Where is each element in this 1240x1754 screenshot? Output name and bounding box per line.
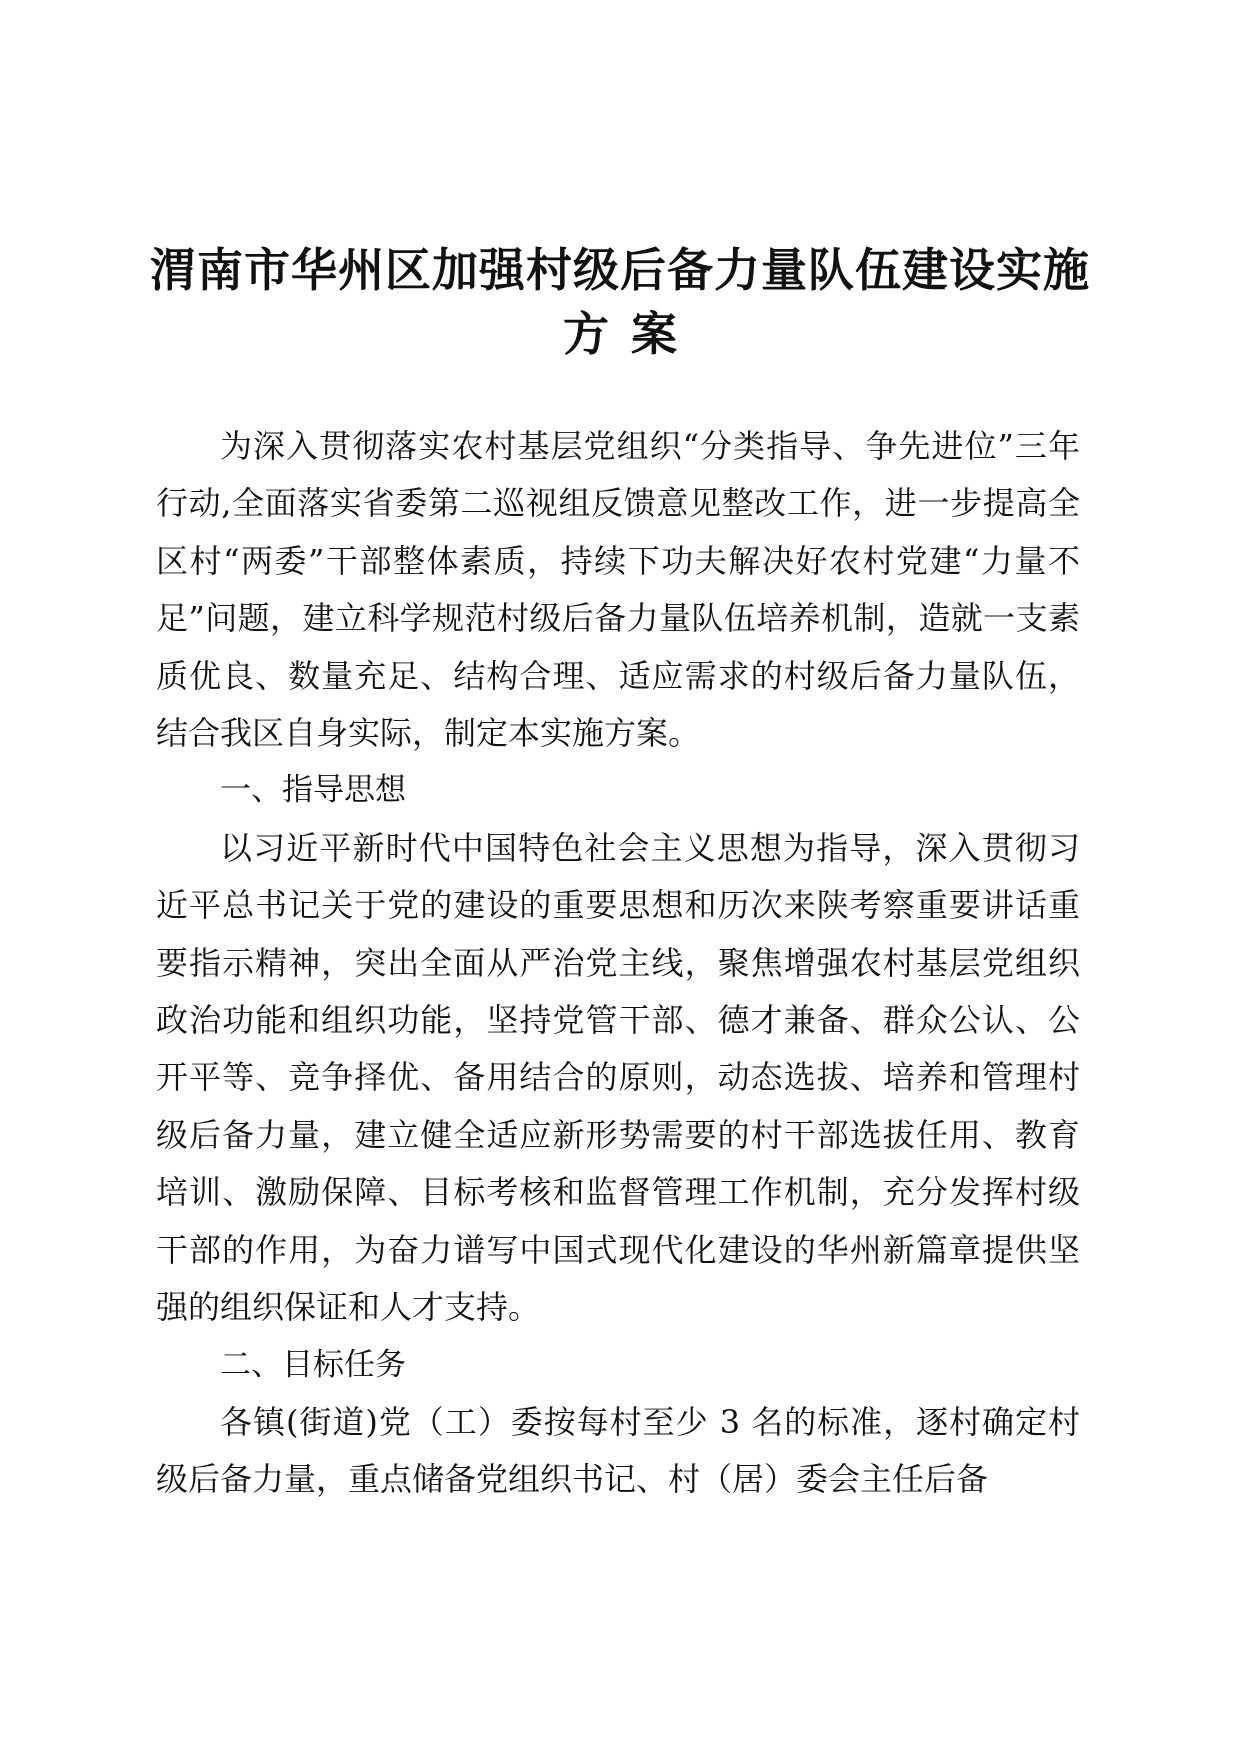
- objectives-paragraph: 各镇(街道)党（工）委按每村至少 3 名的标准，逐村确定村级后备力量，重点储备党组织书记、村（居）委会主任后备: [156, 1402, 1080, 1499]
- section-heading-objectives: 二、目标任务: [220, 1346, 406, 1383]
- document-body: [156, 418, 1080, 1509]
- section-heading-guiding-ideology: 一、指导思想: [220, 772, 406, 809]
- guiding-ideology-paragraph: 以习近平新时代中国特色社会主义思想为指导，深入贯彻习近平总书记关于党的建设的重要思想和历次来陕考察重要讲话重要指示精神，突出全面从严治党主线，聚焦增强农村基层党组织政治功能和组织功能，坚持党管干部、德才兼备、群众公认、公开平等、竞争择优、备用结合的原则，动态选拔、培养和管理村级后备力量，建立健全适应新形势需要的村干部选拔任用、教育培训、激励保障、目标考核和监督管理工作机制，充分发挥村级干部的作用，为奋力谱写中国式现代化建设的华州新篇章提供坚强的组织保证和人才支持。: [156, 828, 1080, 1327]
- document-title: [150, 238, 1090, 366]
- title-line-1: 渭南市华州区加强村级后备力量队伍建设实施: [150, 243, 1090, 297]
- title-line-2: 方案: [563, 307, 699, 361]
- intro-paragraph: 为深入贯彻落实农村基层党组织“分类指导、争先进位”三年行动,全面落实省委第二巡视组反馈意见整改工作，进一步提高全区村“两委”干部整体素质，持续下功夫解决好农村党建“力量不足”问题，建立科学规范村级后备力量队伍培养机制，造就一支素质优良、数量充足、结构合理、适应需求的村级后备力量队伍，结合我区自身实际，制定本实施方案。: [156, 427, 1080, 753]
